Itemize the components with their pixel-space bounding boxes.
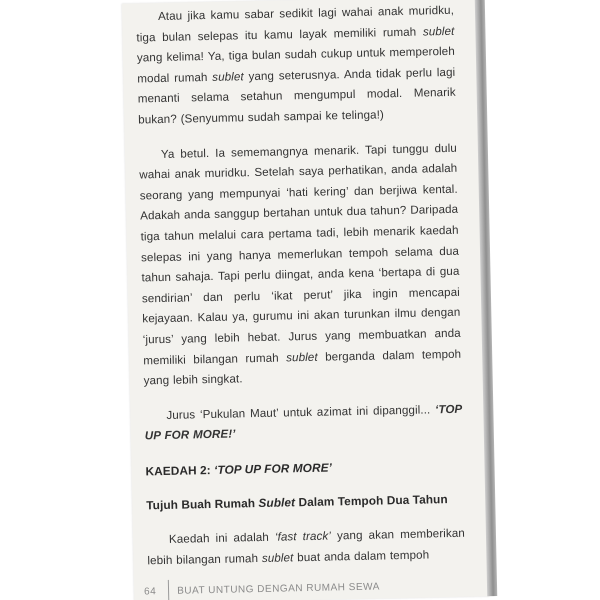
text-run-italic: sublet [212, 70, 244, 84]
subheading-before: Tujuh Buah Rumah [146, 496, 259, 513]
text-run: buat anda dalam tempoh [293, 548, 430, 564]
footer-divider [168, 580, 170, 600]
text-run-bold-italic: ‘TOP UP FOR MORE!’ [144, 402, 463, 443]
heading-title: ‘TOP UP FOR MORE’ [213, 460, 333, 477]
text-run: berganda dalam tempoh yang lebih singkat. [143, 347, 462, 388]
text-run: Ya betul. Ia sememangnya menarik. Tapi tunggu dulu wahai anak muridku. Setelah saya perhatikan, anda adalah seorang yang mempunyai ‘hati kering’ dan berjiwa kental. Adakah anda sanggup bertahan untuk dua tahun? Daripada tiga tahun melalui cara pertama tadi, lebih menarik kaedah selepas ini yang hanya memerlukan tempoh selama dua tahun sahaja. Tapi perlu diingat, anda kena ‘bertapa di gua sendirian’ dan perlu ‘ikat perut’ jika ingin mencapai kejayaan. Kalau ya, gurumu ini akan turunkan ilmu dengan ‘jurus’ yang lebih hebat. Jurus yang membuatkan anda memiliki bilangan rumah [139, 141, 461, 367]
text-run: yang kelima! Ya, tiga bulan sudah cukup untuk memperoleh modal rumah [136, 45, 455, 86]
text-run-italic: sublet [261, 550, 294, 565]
section-heading [145, 455, 463, 482]
book-page [122, 0, 489, 600]
paragraph-3 [144, 399, 463, 447]
body-text [136, 1, 466, 586]
page-number: 64 [143, 585, 157, 597]
paragraph-1 [136, 1, 457, 131]
text-run: Jurus ‘Pukulan Maut’ untuk azimat ini dipanggil... [166, 402, 436, 422]
running-title: BUAT UNTUNG DENGAN RUMAH SEWA [177, 581, 380, 597]
text-run-italic: sublet [286, 350, 318, 364]
page-spine-shadow [475, 0, 498, 596]
paragraph-2 [139, 138, 462, 392]
subheading [146, 489, 464, 516]
text-run-italic: ‘fast track’ [274, 529, 332, 544]
subheading-italic: Sublet [258, 495, 296, 511]
text-run: Kaedah ini adalah [168, 530, 276, 546]
text-run: Atau jika kamu sabar sedikit lagi wahai anak muridku, tiga bulan selepas itu kamu layak memiliki rumah [136, 3, 455, 45]
page-footer [144, 562, 381, 600]
heading-prefix: KAEDAH 2: [145, 462, 215, 479]
text-run-italic: sublet [422, 24, 455, 39]
text-run: yang akan memberikan lebih bilangan rumah [147, 526, 466, 568]
subheading-after: Dalam Tempoh Dua Tahun [294, 492, 448, 510]
text-run: yang seterusnya. Anda tidak perlu lagi menanti selama setahun mengumpul modal. Menarik bukan? (Senyummu sudah sampai ke telinga!) [137, 65, 456, 127]
